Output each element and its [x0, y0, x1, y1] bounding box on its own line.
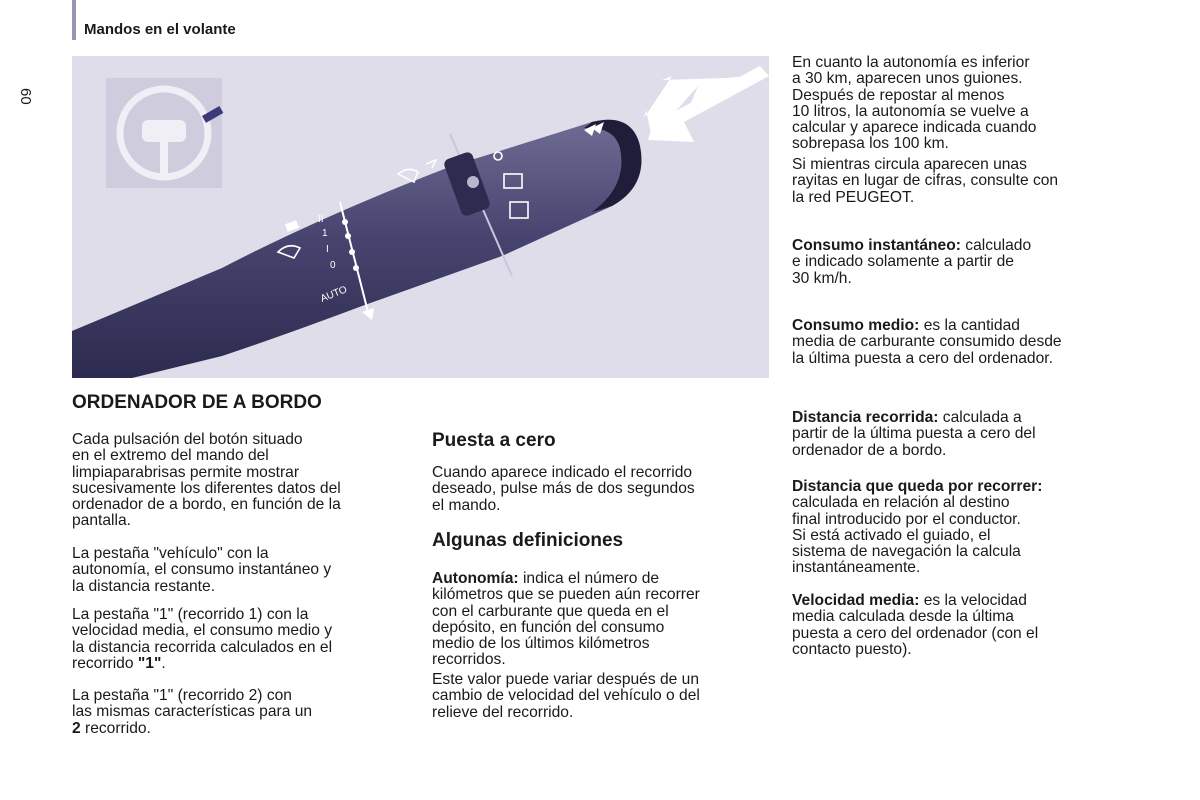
instant-consumption-definition: Consumo instantáneo: calculado e indicado solamente a partir de 30 km/h. [792, 237, 1032, 287]
remaining-distance-definition: Distancia que queda por recorrer: calculada en relación al destino final introducido por el conductor. Si está activado el guiado, el sistema de navegación la calcula instantáneamente. [792, 478, 1043, 577]
definitions-title: Algunas definiciones [432, 530, 624, 551]
stalk-label-i: I [326, 244, 329, 255]
reset-paragraph: Cuando aparece indicado el recorrido deseado, pulse más de dos segundos el mando. [432, 464, 695, 514]
washer-icon [426, 160, 436, 168]
page-edge-tab [72, 0, 76, 40]
autonomy-definition: Autonomía: indica el número de kilómetros que se pueden aún recorrer con el carburante que queda en el depósito, en función del consumo medio de los últimos kilómetros recorridos. [432, 570, 700, 669]
intro-paragraph: Cada pulsación del botón situado en el extremo del mando del limpiaparabrisas permite mostrar sucesivamente los diferentes datos del ordenador de a bordo, en función de la pantalla. [72, 431, 341, 530]
variation-paragraph: Este valor puede variar después de un cambio de velocidad del vehículo o del relieve del recorrido. [432, 671, 700, 721]
section-header: Mandos en el volante [84, 21, 236, 38]
front-wiper-icon [398, 169, 418, 182]
reset-title: Puesta a cero [432, 430, 556, 451]
trip2-tab-paragraph: La pestaña "1" (recorrido 2) con las mismas características para un 2 recorrido. [72, 687, 313, 737]
page-number: 60 [17, 88, 34, 105]
autonomy-note-paragraph: En cuanto la autonomía es inferior a 30 km, aparecen unos guiones. Después de repostar al menos 10 litros, la autonomía se vuelve a calcular y aparece indicada cuando sobrepasa los 100 km. [792, 54, 1037, 153]
stalk-label-1: 1 [322, 228, 328, 239]
section-title: ORDENADOR DE A BORDO [72, 392, 322, 413]
dashes-note-paragraph: Si mientras circula aparecen unas rayitas en lugar de cifras, consulte con la red PEUGEOT. [792, 156, 1059, 206]
stalk-label-ii: II [318, 214, 324, 225]
average-consumption-definition: Consumo medio: es la cantidad media de carburante consumido desde la última puesta a cero del ordenador. [792, 317, 1062, 367]
average-speed-definition: Velocidad media: es la velocidad media calculada desde la última puesta a cero del ordenador (con el contacto puesto). [792, 592, 1039, 658]
wiper-stalk-illustration [72, 56, 769, 378]
vehicle-tab-paragraph: La pestaña "vehículo" con la autonomía, el consumo instantáneo y la distancia restante. [72, 545, 332, 595]
trip1-tab-paragraph: La pestaña "1" (recorrido 1) con la velocidad media, el consumo medio y la distancia recorrida calculados en el recorrido "1". [72, 606, 333, 672]
stalk-label-0: 0 [330, 260, 336, 271]
distance-travelled-definition: Distancia recorrida: calculada a partir de la última puesta a cero del ordenador de a bordo. [792, 409, 1036, 459]
steering-wheel-icon [106, 78, 223, 188]
stalk-label-auto: AUTO [319, 284, 349, 305]
